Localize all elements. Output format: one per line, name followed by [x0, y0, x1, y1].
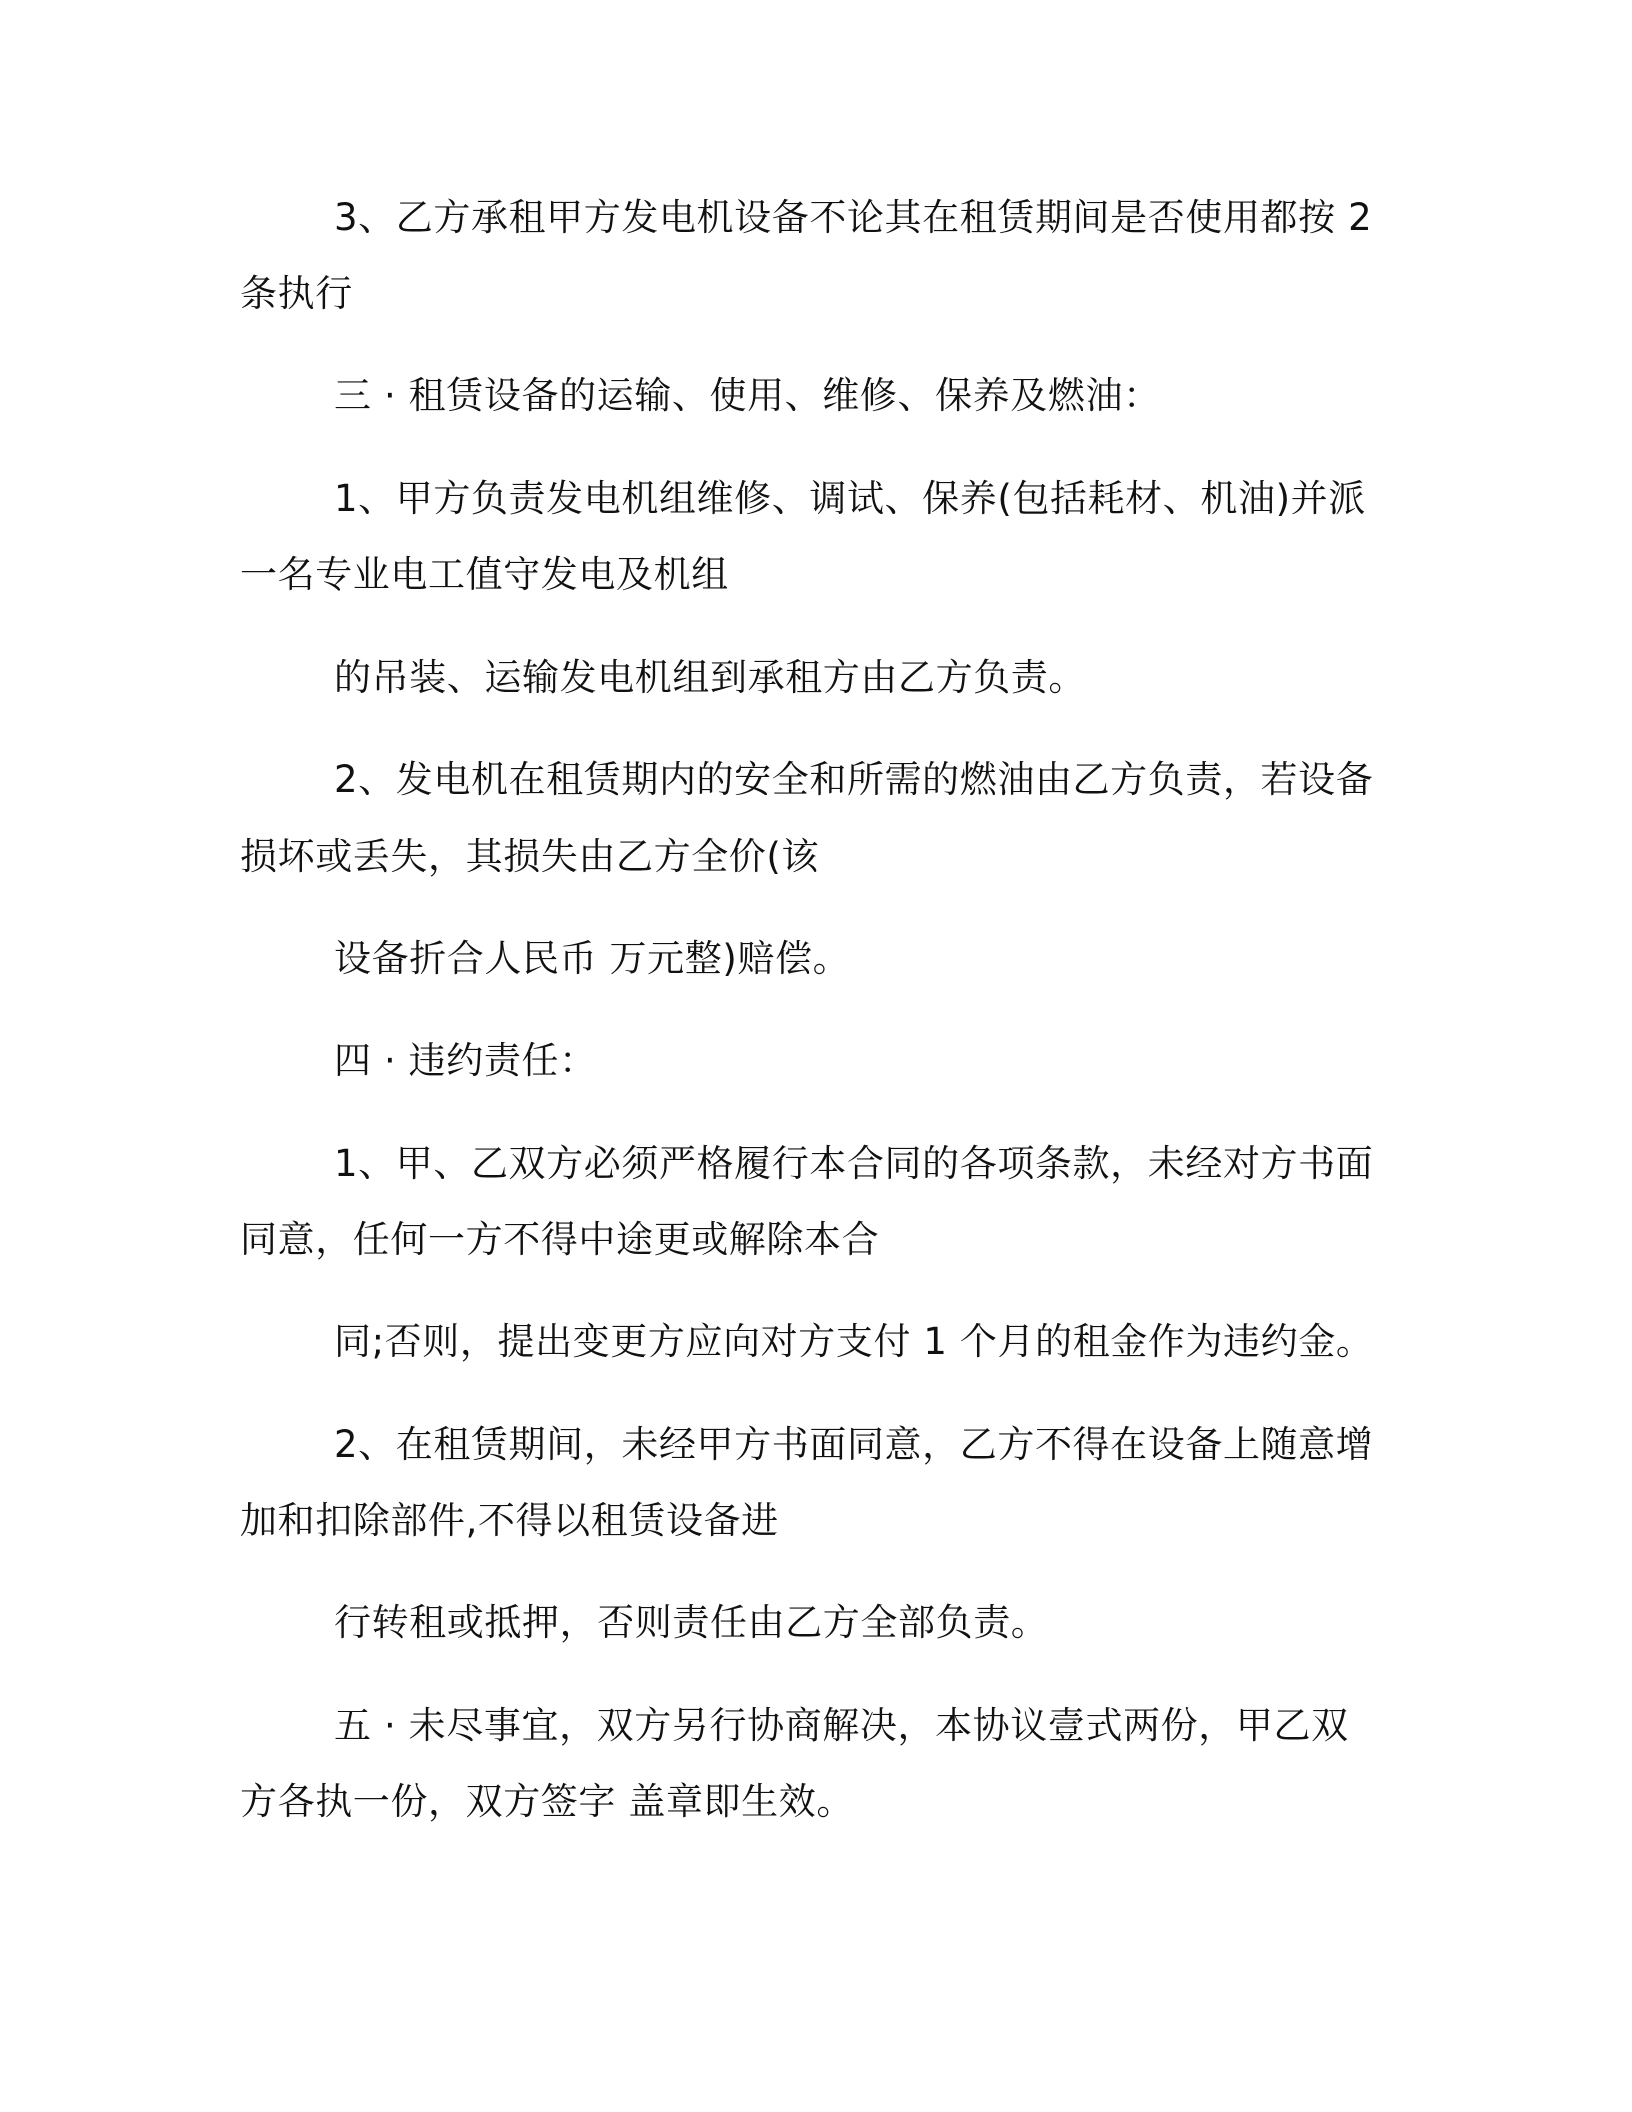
s4-item-1-line-2: 同意，任何一方不得中途更或解除本合: [240, 1218, 880, 1261]
s4-item-2-line-1: 2、在租赁期间，未经甲方书面同意，乙方不得在设备上随意增: [334, 1423, 1374, 1466]
s4-item-1-line-3: 同;否则，提出变更方应向对方支付 1 个月的租金作为违约金。: [334, 1320, 1374, 1363]
s3-item-2-line-1: 2、发电机在租赁期内的安全和所需的燃油由乙方负责，若设备: [334, 758, 1374, 801]
s3-item-1-line-2: 一名专业电工值守发电及机组: [240, 553, 729, 596]
clause-3-line-1: 3、乙方承租甲方发电机设备不论其在租赁期间是否使用都按 2: [334, 196, 1373, 239]
section-5-line-1: 五 · 未尽事宜，双方另行协商解决，本协议壹式两份，甲乙双: [334, 1704, 1349, 1747]
section-5-line-2: 方各执一份，双方签字 盖章即生效。: [240, 1780, 854, 1823]
section-3-heading: 三 · 租赁设备的运输、使用、维修、保养及燃油：: [334, 374, 1161, 417]
s3-item-2-line-3: 设备折合人民币 万元整)赔偿。: [334, 937, 851, 980]
s4-item-1-line-1: 1、甲、乙双方必须严格履行本合同的各项条款，未经对方书面: [334, 1142, 1374, 1185]
s4-item-2-line-2: 加和扣除部件,不得以租赁设备进: [240, 1499, 779, 1542]
s3-item-1-line-1: 1、甲方负责发电机组维修、调试、保养(包括耗材、机油)并派: [334, 477, 1366, 520]
s3-item-1-line-3: 的吊装、运输发电机组到承租方由乙方负责。: [334, 656, 1086, 699]
s4-item-2-line-3: 行转租或抵押，否则责任由乙方全部负责。: [334, 1601, 1049, 1644]
clause-3-line-2: 条执行: [240, 272, 353, 315]
section-4-heading: 四 · 违约责任：: [334, 1039, 597, 1082]
s3-item-2-line-2: 损坏或丢失，其损失由乙方全价(该: [240, 835, 820, 878]
